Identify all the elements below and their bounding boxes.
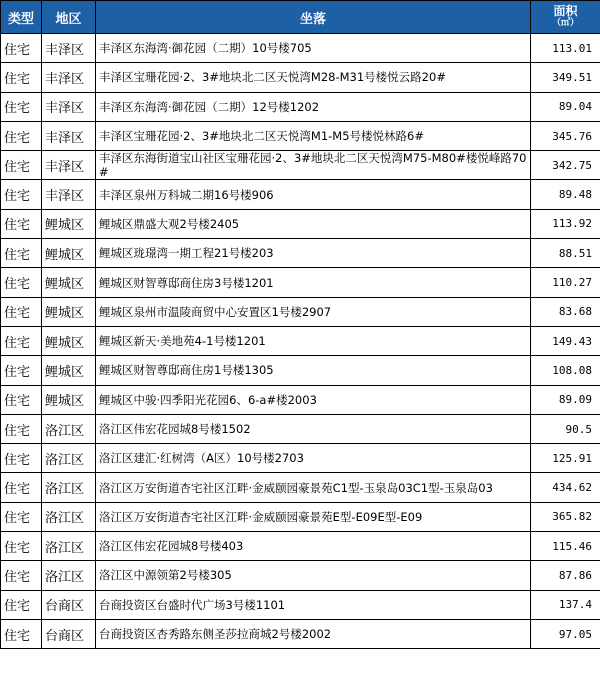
cell-district: 丰泽区 [42,180,96,209]
cell-type: 住宅 [1,92,42,121]
table-row [1,444,600,473]
cell-district: 洛江区 [42,502,96,531]
table-row [1,414,600,443]
cell-district: 丰泽区 [42,34,96,63]
table-header-row [1,1,600,34]
cell-address: 鲤城区珑璟湾一期工程21号楼203 [96,239,531,268]
table-row [1,356,600,385]
cell-address: 鲤城区鼎盛大观2号楼2405 [96,209,531,238]
cell-type: 住宅 [1,326,42,355]
cell-type: 住宅 [1,532,42,561]
cell-district: 丰泽区 [42,92,96,121]
cell-district: 鲤城区 [42,385,96,414]
cell-district: 丰泽区 [42,121,96,150]
cell-address: 鲤城区中骏·四季阳光花园6、6-a#楼2003 [96,385,531,414]
cell-type: 住宅 [1,268,42,297]
cell-area: 115.46 [531,532,600,561]
cell-type: 住宅 [1,356,42,385]
table-row [1,385,600,414]
cell-district: 洛江区 [42,473,96,502]
table-row [1,239,600,268]
cell-area: 89.04 [531,92,600,121]
cell-address: 洛江区万安街道杏宅社区江畔·金威颐园豪景苑E型-E09E型-E09 [96,502,531,531]
cell-address: 台商投资区台盛时代广场3号楼1101 [96,590,531,619]
cell-address: 丰泽区东海街道宝山社区宝珊花园·2、3#地块北二区天悦湾M75-M80#楼悦峰路70# [96,151,531,180]
cell-type: 住宅 [1,619,42,648]
table-row [1,63,600,92]
cell-type: 住宅 [1,385,42,414]
cell-type: 住宅 [1,502,42,531]
table-row [1,34,600,63]
cell-district: 台商区 [42,619,96,648]
cell-address: 鲤城区财智尊邸商住房3号楼1201 [96,268,531,297]
cell-address: 洛江区建汇·红树湾（A区）10号楼2703 [96,444,531,473]
cell-area: 88.51 [531,239,600,268]
cell-district: 丰泽区 [42,63,96,92]
cell-district: 洛江区 [42,414,96,443]
cell-area: 89.09 [531,385,600,414]
cell-type: 住宅 [1,63,42,92]
cell-district: 洛江区 [42,532,96,561]
cell-type: 住宅 [1,121,42,150]
cell-area: 97.05 [531,619,600,648]
cell-area: 110.27 [531,268,600,297]
table-row [1,532,600,561]
cell-address: 洛江区万安街道杏宅社区江畔·金威颐园豪景苑C1型-玉泉岛03C1型-玉泉岛03 [96,473,531,502]
cell-area: 349.51 [531,63,600,92]
table-row [1,326,600,355]
cell-type: 住宅 [1,473,42,502]
cell-area: 113.01 [531,34,600,63]
table-row [1,151,600,180]
cell-address: 洛江区中源领第2号楼305 [96,561,531,590]
cell-address: 丰泽区宝珊花园·2、3#地块北二区天悦湾M28-M31号楼悦云路20# [96,63,531,92]
cell-address: 丰泽区东海湾·御花园（二期）12号楼1202 [96,92,531,121]
cell-type: 住宅 [1,414,42,443]
cell-address: 鲤城区财智尊邸商住房1号楼1305 [96,356,531,385]
cell-district: 鲤城区 [42,326,96,355]
cell-type: 住宅 [1,180,42,209]
cell-type: 住宅 [1,297,42,326]
cell-type: 住宅 [1,561,42,590]
cell-area: 137.4 [531,590,600,619]
table-row [1,590,600,619]
cell-area: 434.62 [531,473,600,502]
header-area-label: 面积 [553,4,578,18]
cell-area: 87.86 [531,561,600,590]
table-row [1,121,600,150]
cell-district: 鲤城区 [42,297,96,326]
cell-type: 住宅 [1,151,42,180]
cell-type: 住宅 [1,444,42,473]
cell-district: 洛江区 [42,444,96,473]
cell-district: 洛江区 [42,561,96,590]
cell-district: 丰泽区 [42,151,96,180]
cell-address: 鲤城区泉州市温陵商贸中心安置区1号楼2907 [96,297,531,326]
cell-district: 鲤城区 [42,239,96,268]
cell-type: 住宅 [1,34,42,63]
cell-district: 台商区 [42,590,96,619]
table-row [1,561,600,590]
cell-area: 108.08 [531,356,600,385]
table-row [1,268,600,297]
cell-address: 台商投资区杏秀路东侧圣莎拉商城2号楼2002 [96,619,531,648]
cell-area: 113.92 [531,209,600,238]
header-district: 地区 [42,1,96,34]
table-row [1,473,600,502]
cell-area: 90.5 [531,414,600,443]
table-row [1,619,600,648]
cell-area: 83.68 [531,297,600,326]
cell-address: 鲤城区新天·美地苑4-1号楼1201 [96,326,531,355]
header-area-unit: （㎡） [551,18,579,28]
cell-area: 149.43 [531,326,600,355]
header-type: 类型 [1,1,42,34]
cell-address: 丰泽区东海湾·御花园（二期）10号楼705 [96,34,531,63]
table-row [1,297,600,326]
cell-district: 鲤城区 [42,209,96,238]
cell-area: 89.48 [531,180,600,209]
cell-area: 125.91 [531,444,600,473]
table-row [1,209,600,238]
cell-type: 住宅 [1,590,42,619]
table-row [1,180,600,209]
header-address: 坐落 [96,1,531,34]
cell-area: 342.75 [531,151,600,180]
cell-type: 住宅 [1,209,42,238]
table-body [1,34,600,649]
cell-area: 365.82 [531,502,600,531]
cell-address: 丰泽区泉州万科城二期16号楼906 [96,180,531,209]
table-row [1,92,600,121]
cell-area: 345.76 [531,121,600,150]
cell-address: 丰泽区宝珊花园·2、3#地块北二区天悦湾M1-M5号楼悦林路6# [96,121,531,150]
cell-district: 鲤城区 [42,268,96,297]
cell-address: 洛江区伟宏花园城8号楼403 [96,532,531,561]
cell-district: 鲤城区 [42,356,96,385]
cell-type: 住宅 [1,239,42,268]
cell-address: 洛江区伟宏花园城8号楼1502 [96,414,531,443]
table-row [1,502,600,531]
header-area [531,1,600,34]
